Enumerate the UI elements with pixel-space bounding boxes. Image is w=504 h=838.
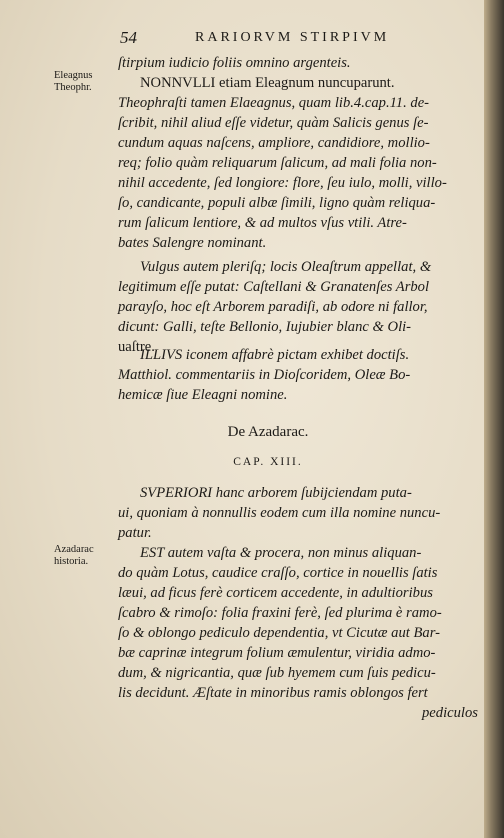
text-line: patur.: [118, 525, 152, 541]
text-line: bates Salengre nominant.: [118, 235, 267, 251]
running-title: RARIORVM STIRPIVM: [195, 30, 390, 45]
text-line: legitimum eſſe putat: Caſtellani & Granatenſes Arbol: [118, 279, 430, 295]
text-line: ILLIVS iconem affabrè pictam exhibet doctiſs.: [140, 347, 410, 363]
page-number: 54: [120, 28, 137, 47]
text-line: EST autem vaſta & procera, non minus aliquan-: [140, 545, 422, 561]
text-line: Matthiol. commentariis in Dioſcoridem, Oleæ Bo-: [118, 367, 411, 383]
page-header: [0, 28, 484, 52]
text-line: ſcribit, nihil aliud eſſe videtur, quàm Salicis genus ſe-: [118, 115, 429, 131]
chapter-number: CAP. XIII.: [233, 456, 303, 468]
text-line: SVPERIORI hanc arborem ſubijciendam puta-: [140, 485, 412, 501]
text-line: lis decidunt. Æſtate in minoribus ramis oblongos fert: [118, 685, 428, 701]
margin-note-eleagnus: [54, 70, 93, 94]
margin-note-line: Eleagnus: [54, 70, 93, 81]
text-line: hemicæ ſiue Eleagni nomine.: [118, 387, 288, 403]
text-line: ui, quoniam à nonnullis eodem cum illa nomine nuncu-: [118, 505, 441, 521]
text-line: dum, & nigricantia, quæ ſub hyemem cum ſuis pedicu-: [118, 665, 436, 681]
margin-note-line: Theophr.: [54, 82, 92, 93]
text-line: NONNVLLI etiam Eleagnum nuncuparunt.: [140, 75, 395, 91]
text-line: ſo, candicante, populi albæ ſimili, ligno quàm reliqua-: [118, 195, 436, 211]
text-line: nihil accedente, ſed longiore: flore, ſeu iulo, molli, villo-: [118, 175, 447, 191]
text-line: læui, ad ficus ferè corticem accedente, in adultioribus: [118, 585, 433, 601]
text-line: bæ caprinæ integrum folium æmulentur, viridia admo-: [118, 645, 436, 661]
text-line: Vulgus autem pleriſq; locis Oleaſtrum appellat, &: [140, 259, 432, 275]
text-line: Theophraſti tamen Elaeagnus, quam lib.4.cap.11. de-: [118, 95, 430, 111]
margin-note-line: Azadarac: [54, 544, 94, 555]
text-line: rum ſalicum lentiore, & ad multos vſus vtili. Atre-: [118, 215, 407, 231]
text-line: ſtirpium iudicio foliis omnino argenteis.: [118, 55, 351, 71]
section-title: De Azadarac.: [227, 424, 309, 440]
text-line: req; folio quàm reliquarum ſalicum, ad mali folia non-: [118, 155, 437, 171]
text-line: uaſtre.: [118, 339, 155, 355]
text-line: parayſo, hoc eſt Arborem paradiſi, ab odore ni fallor,: [118, 299, 428, 315]
text-line: ſcabro & rimoſo: folia fraxini ferè, ſed plurima è ramo-: [118, 605, 442, 621]
margin-note-azadarac: [54, 544, 94, 568]
text-line: ſo & oblongo pediculo dependentia, vt Cicutæ aut Bar-: [118, 625, 440, 641]
catchword: pediculos: [422, 705, 478, 721]
page-edge: [484, 0, 504, 838]
text-line: do quàm Lotus, caudice craſſo, cortice in nouellis ſatis: [118, 565, 438, 581]
text-line: dicunt: Galli, teſte Bellonio, Iujubier blanc & Oli-: [118, 319, 412, 335]
margin-note-line: historia.: [54, 556, 89, 567]
text-line: cundum aquas naſcens, ampliore, candidiore, mollio-: [118, 135, 430, 151]
